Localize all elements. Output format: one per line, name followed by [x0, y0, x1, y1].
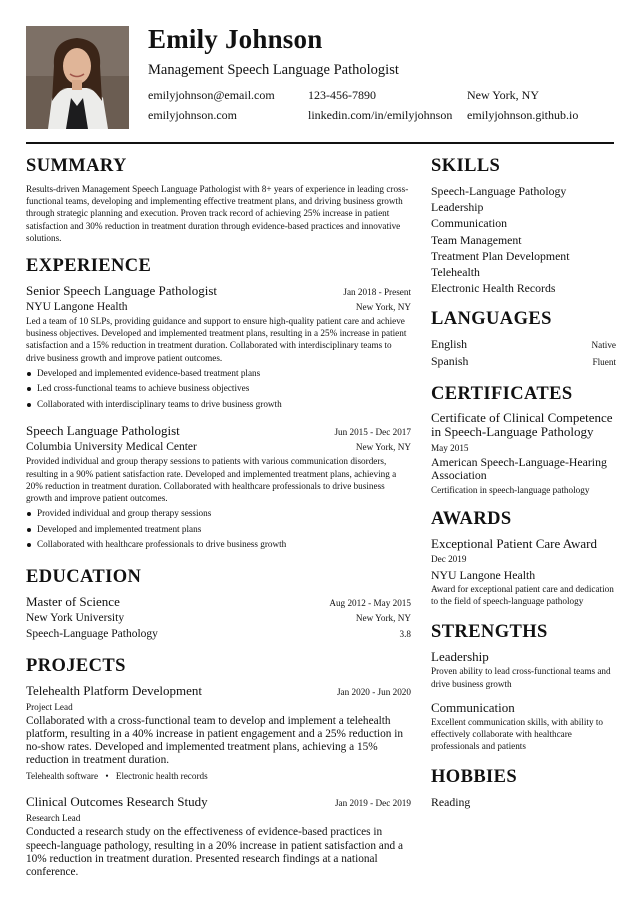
job-location: New York, NY [355, 302, 411, 313]
project-tags [26, 770, 411, 783]
awards-section [431, 508, 616, 608]
gpa: 3.8 [399, 628, 411, 639]
languages-section [431, 308, 616, 368]
skill-item: Treatment Plan Development [431, 248, 570, 263]
skills-section [431, 155, 616, 296]
skill-item: Communication [431, 216, 508, 231]
education-dates: Aug 2012 - May 2015 [329, 597, 411, 608]
project-tag: Telehealth software [26, 771, 99, 782]
award-org: NYU Langone Health [431, 567, 536, 582]
list-item: Collaborated with interdisciplinary teams to drive business growth [26, 397, 411, 413]
section-heading: EDUCATION [26, 566, 142, 587]
language-name: Spanish [431, 353, 469, 368]
candidate-title: Management Speech Language Pathologist [148, 62, 399, 78]
skill-item: Telehealth [431, 265, 480, 280]
section-heading: CERTIFICATES [431, 383, 573, 404]
skill-item: Electronic Health Records [431, 281, 556, 296]
project-role: Project Lead [26, 701, 73, 712]
project-entry [26, 794, 411, 879]
hobby-item: Reading [431, 795, 471, 810]
job-description: Provided individual and group therapy sessions to patients with various communication disorders, resulting in a 90% patient satisfaction rate. Developed and implemented treatment plans, achieving a 20% reduction in treatment duration. Collaborated with healthcare professionals to drive business growth and improve patient outcomes. [26, 456, 397, 503]
project-entry [26, 683, 411, 784]
education-location: New York, NY [355, 612, 411, 623]
award-date: Dec 2019 [431, 553, 467, 564]
project-description: Collaborated with a cross-functional team to develop and implement a telehealth platform, resulting in a 40% increase in patient engagement and a 25% reduction in no-show rates. Developed and implemented treatment plans, achieving a 15% reduction in treatment duration. [26, 714, 404, 767]
list-item: Provided individual and group therapy sessions [26, 506, 411, 522]
contact-phone[interactable]: 123-456-7890 [308, 88, 376, 102]
field-of-study: Speech-Language Pathology [26, 627, 158, 640]
hobbies-section [431, 766, 616, 810]
job-entry [26, 423, 411, 552]
contact-linkedin[interactable]: linkedin.com/in/emilyjohnson [308, 108, 453, 122]
degree: Master of Science [26, 593, 120, 609]
school: New York University [26, 611, 125, 624]
experience-section [26, 255, 411, 553]
project-role: Research Lead [26, 813, 81, 824]
strengths-section [431, 621, 616, 752]
language-level: Native [591, 340, 616, 351]
job-title: Senior Speech Language Pathologist [26, 283, 217, 299]
section-heading: HOBBIES [431, 767, 518, 788]
strength-description: Proven ability to lead cross-functional teams and drive business growth [431, 666, 611, 689]
section-heading: LANGUAGES [431, 309, 552, 330]
projects-section [26, 655, 411, 880]
section-heading: SUMMARY [26, 156, 127, 176]
list-item: Collaborated with healthcare professionals to drive business growth [26, 537, 411, 553]
job-bullets [26, 506, 411, 553]
section-heading: EXPERIENCE [26, 256, 152, 277]
job-description: Led a team of 10 SLPs, providing guidance and support to ensure high-quality patient care and achieve business objectives. Developed and implemented treatment plans, resulting in a 25% increase in patient satisfaction and a 15% reduction in treatment duration. Collaborated with interdisciplinary teams to drive business growth and improve patient outcomes. [26, 316, 407, 363]
project-tag: Electronic health records [115, 771, 208, 782]
contact-location: New York, NY [467, 88, 540, 102]
strength-title: Communication [431, 699, 515, 715]
job-org: Columbia University Medical Center [26, 441, 197, 454]
summary-text: Results-driven Management Speech Language Pathologist with 8+ years of experience in leading cross-functional teams, developing and implementing effective treatment plans, and driving business growth through strategic planning and execution. Proven track record of achieving 25% increase in patient satisfaction and 30% reduction in treatment duration through evidence-based practices and innovative solutions. [26, 184, 409, 243]
award-title: Exceptional Patient Care Award [431, 535, 597, 551]
project-dates: Jan 2019 - Dec 2019 [334, 798, 411, 809]
section-heading: STRENGTHS [431, 622, 548, 643]
section-heading: AWARDS [431, 508, 512, 529]
project-title: Clinical Outcomes Research Study [26, 794, 208, 810]
project-dates: Jan 2020 - Jun 2020 [336, 686, 411, 697]
certificate-title: Certificate of Clinical Competence in Speech-Language Pathology [431, 409, 613, 440]
certificate-description: Certification in speech-language pathology [431, 484, 590, 495]
education-section [26, 566, 411, 642]
project-description: Conducted a research study on the effectiveness of evidence-based practices in speech-language pathology, resulting in a 20% increase in patient satisfaction and a 10% reduction in treatment duration. Presented research findings at a national conference. [26, 826, 403, 879]
summary-section [26, 155, 411, 244]
job-entry [26, 283, 411, 412]
certificate-title: American Speech-Language-Hearing Association [431, 454, 607, 482]
job-org: NYU Langone Health [26, 301, 128, 314]
profile-photo [26, 26, 129, 129]
strength-title: Leadership [431, 649, 489, 665]
resume-header [26, 26, 614, 130]
project-title: Telehealth Platform Development [26, 682, 202, 698]
award-description: Award for exceptional patient care and dedication to the field of speech-language pathology [431, 584, 614, 607]
list-item: Developed and implemented treatment plans [26, 522, 411, 538]
list-item: Developed and implemented evidence-based treatment plans [26, 366, 411, 382]
header-divider [26, 142, 614, 144]
section-heading: PROJECTS [26, 655, 126, 676]
skill-item: Leadership [431, 200, 484, 215]
candidate-name: Emily Johnson [148, 24, 323, 54]
skill-item: Team Management [431, 232, 522, 247]
job-bullets [26, 366, 411, 413]
job-title: Speech Language Pathologist [26, 423, 180, 439]
skill-item: Speech-Language Pathology [431, 184, 567, 198]
contact-website[interactable]: emilyjohnson.com [148, 108, 237, 122]
contact-github[interactable]: emilyjohnson.github.io [467, 108, 579, 122]
certificates-section [431, 383, 616, 498]
language-level: Fluent [592, 356, 616, 367]
certificate-date: May 2015 [431, 442, 469, 453]
strength-description: Excellent communication skills, with ability to effectively collaborate with healthcare professionals and patients [431, 716, 603, 752]
section-heading: SKILLS [431, 156, 501, 176]
job-dates: Jan 2018 - Present [343, 287, 411, 298]
side-column [431, 155, 616, 811]
language-name: English [431, 337, 468, 352]
contact-email[interactable]: emilyjohnson@email.com [148, 88, 275, 102]
tag-separator: • [105, 771, 109, 782]
main-column [26, 155, 411, 879]
job-location: New York, NY [355, 442, 411, 453]
job-dates: Jun 2015 - Dec 2017 [334, 427, 411, 438]
list-item: Led cross-functional teams to achieve business objectives [26, 381, 411, 397]
